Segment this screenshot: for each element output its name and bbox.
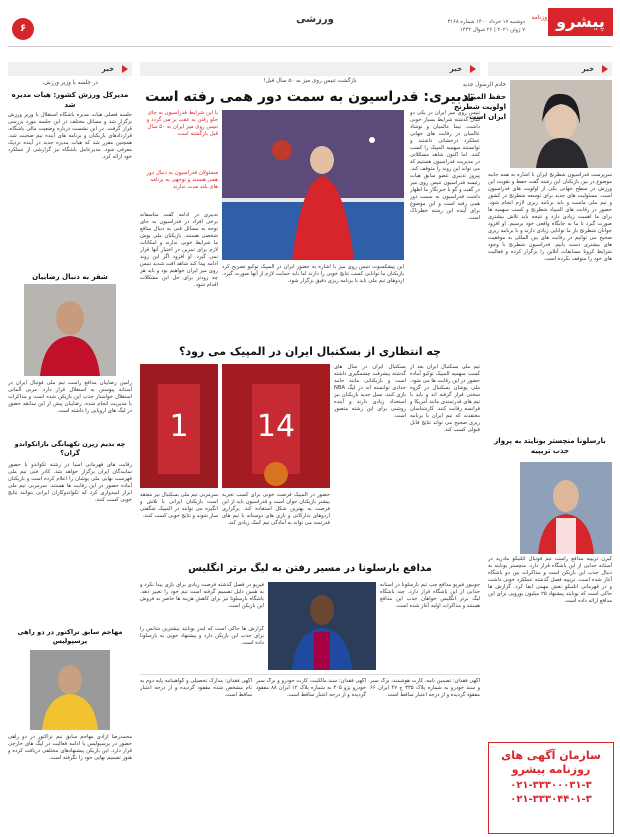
ad-title: سازمان آگهی های روزنامه پیشرو [501, 749, 601, 776]
basketball-jersey-illustration [222, 364, 330, 488]
firpo-photo [268, 582, 376, 670]
basketball-body-3: حضور در المپیک فرصت خوبی برای کسب تجربه بیشتر بازیکنان جوان است و فدراسیون باید از این فرصت به بهترین شکل استفاده کند. برگزاری اردوهای تدارکاتی و بازی های دوستانه با تیم های قدرتمند می تواند به آمادگی تیم کمک زیادی کند. [222, 492, 330, 526]
tab-arrow-icon [602, 65, 608, 73]
header-divider [8, 46, 612, 47]
ad-phone-1: ۰۲۱-۳۳۳۰۰۰۳۱-۳ [510, 780, 592, 791]
chess-official-photo [510, 80, 612, 168]
left-photo-caption: شفر به دنبال رضاییان [32, 273, 108, 281]
center-kicker: بازگشت تنیس روی میز به ۵۰ سال قبل! [263, 78, 357, 84]
page-number: ۶ [12, 18, 34, 40]
player-illustration [520, 462, 612, 554]
center-pullquote-2: مسئولان فدراسیون به دنبال دور همی هستند و توجهی به برنامه های بلند مدت ندارند [146, 170, 218, 190]
player-illustration [24, 284, 116, 376]
center-pullquote-1: با این شرایط فدراسیون به جای جلو رفتن به عقب بر می گردد و تنیس روی میز ایران به ۵۰ سال قبل بازگشته است [146, 110, 218, 137]
right-column-tab [488, 62, 612, 76]
notice-1: آگهی فقدان: تضمین نامه، کارت هوشمند، برگ سبز و سند خودرو به شماره پلاک ۳۳۵ ج ۴۷ ایران ۶۶ مفقود گردیده و از درجه اعتبار ساقط است. [370, 678, 480, 698]
tab-label: خبر [101, 65, 114, 73]
left-headline-2: چه بدیم زیرن تکهیانگی بازاتکواندو گران؟ [14, 440, 126, 457]
tab-label: خبر [449, 65, 462, 73]
basketball-photo-1 [222, 364, 330, 488]
basketball-body-2: بسکتبال ایران در سال های گذشته پیشرفت چشمگیری داشته است و بازیکنانی مانند حامد حدادی توانسته اند در لیگ NBA بازی کنند. نسل جدید بازیکنان نیز استعداد زیادی دارند و آینده روشنی برای این رشته متصور است. [334, 364, 406, 419]
player-illustration [268, 582, 376, 670]
basketball-headline: چه انتظاری از بسکتبال ایران در المپیک می رود؟ [179, 345, 441, 358]
notices-divider [140, 674, 480, 675]
center-headline: تدبیری: فدراسیون به سمت دور همی رفته است [145, 89, 475, 105]
center-body-1: تنیس روی میز ایران در یکی دو سال گذشته شرایط بسیار خوبی داشت. نیما عالمیان و نوشاد عالمیان در رقابت های جهانی عملکرد درخشانی داشتند و توانستند سهمیه المپیک را کسب کنند. اما اکنون شاهد مشکلاتی در مدیریت فدراسیون هستیم که می تواند این روند را متوقف کند. پیروز تدبیری عضو سابق هیات رئیسه فدراسیون تنیس روی میز در گفت و گو با خبرنگار ما اظهار داشت فدراسیون به سمت دور همی رفته است و این موضوع برای آینده این رشته خطرناک است. [410, 110, 480, 221]
barcelona-body-3: گزارش ها حاکی است که لیدز یونایتد بیشترین شانس را برای جذب این بازیکن دارد و پیشنهاد خوبی به بارسلونا داده است. [140, 626, 264, 646]
portrait-illustration [510, 80, 612, 168]
left-headline-3: مهاجم سابق تراکتور در دو راهی پرسپولیس [17, 628, 123, 645]
basketball-photo-2 [140, 364, 218, 488]
barcelona-body-2: فیرپو در فصل گذشته فرصت زیادی برای بازی پیدا نکرد و به همین دلیل تصمیم گرفته است تیم خود را تغییر دهد. باشگاه بارسلونا نیز برای کاهش هزینه ها حاضر به فروش این بازیکن است. [140, 582, 264, 609]
center-body-2: تدبیری در ادامه گفت متاسفانه برخی افراد در فدراسیون به جای توجه به مسائل فنی به دنبال منافع شخصی هستند. بازیکنان ملی پوش ما شرایط خوبی ندارند و امکانات لازم برای تمرین در اختیار آنها قرار نمی گیرد. او افزود اگر این روند ادامه پیدا کند شاهد افت شدید تنیس روی میز ایران خواهیم بود و باید هر چه زودتر برای حل این مشکلات اقدام شود. [140, 212, 218, 288]
ad-phone-2: ۰۲۱-۳۳۳۰۴۴۰۱-۳ [510, 794, 592, 805]
dateline-gregorian: ۷ ژوئن ۲۰۲۱ | ۲۶ شوال ۱۴۴۲ [460, 27, 525, 33]
left-column-tab [8, 62, 132, 76]
right-headline: حفظ المپیاد اولویت شطرنج ایران است [454, 93, 506, 121]
tab-arrow-icon [470, 65, 476, 73]
left-kicker: در جلسه با وزیر ورزش: [42, 80, 98, 86]
left-headline: مدیرکل ورزش کشور: هیات مدیره شد [11, 91, 129, 109]
left-body-2: رامین رضاییان مدافع راست تیم ملی فوتبال ایران در آستانه پیوستن به استقلال قرار دارد. مربی آلمانی استقلال خواستار جذب این بازیکن شده است و مذاکرات با مدیریت انجام شده. رضاییان پیش از این سابقه حضور در لیگ های اروپایی را داشته است. [8, 380, 132, 414]
right-body-2: کیرن تریپیه مدافع راست تیم فوتبال اتلتیکو مادرید در آستانه جدایی از این باشگاه قرار دارد. منچستر یونایتد به دنبال جذب این بازیکن است و مذاکرات بین دو باشگاه آغاز شده است. تریپیه فصل گذشته عملکرد خوبی داشت و در قهرمانی اتلتیکو نقش مهمی ایفا کرد. گزارش ها حاکی است که یونایتد پیشنهاد ۲۵ میلیون یورویی برای این مدافع ارائه داده است. [488, 556, 612, 604]
right-body: سرپرست فدراسیون شطرنج ایران با اشاره به همه جانبه موضوع در بین بازیکنان این رشته گفت حفظ و تقویت این ورزش در سطح جهانی یکی از اولویت های فدراسیون است. مسئولیت های جدید برای توسعه شطرنج در کشور و تیم ملی ماست و باید برنامه ریزی لازم انجام شود. حضور در رقابت های المپیاد شطرنج و کسب سهمیه ها برای ما اهمیت زیادی دارد و نتیجه باید تلاش بیشتری صورت گیرد تا ما به جایگاه واقعی خود برسیم. او افزود جوانان شطرنج باز ما توانایی زیادی دارند و با برنامه ریزی صحیح می توانیم در رقابت های بین المللی به موفقیت های بیشتری دست یابیم. فدراسیون شطرنج با وجود شرایط کرونا مسابقات آنلاین را برگزار کرده و فعالیت های خود را متوقف نکرده است. [488, 172, 612, 262]
basketball-body-4: سرمربی تیم ملی بسکتبال نیز معتقد است بازیکنان ایرانی با تلاش و انگیزه می توانند در المپیک شگفتی ساز شوند و نتایج خوبی کسب کنند. [140, 492, 218, 519]
notice-3: آگهی فقدان: مدارک تحصیلی و گواهینامه پایه دوم به نام مشخص شده مفقود گردیده و از درجه اعتبار ساقط است. [140, 678, 252, 698]
ad-box [488, 742, 614, 834]
tab-label: خبر [581, 65, 594, 73]
barcelona-body-1: جونیور فیرپو مدافع چپ تیم بارسلونا در آستانه جدایی از این باشگاه قرار دارد. چند باشگاه لیگ برتر انگلیس خواهان جذب این مدافع هستند و مذاکرات اولیه آغاز شده است. [380, 582, 480, 609]
right-kicker: خادم الرسول جدید [462, 82, 506, 88]
dateline [405, 18, 525, 34]
jersey-number: 1 [169, 409, 189, 444]
dateline-persian: دوشنبه ۱۷ خرداد ۱۴۰۰ شماره ۳۱۶۸ [447, 19, 525, 25]
left-body-3: رقابت های قهرمانی آسیا در رشته تکواندو با حضور نمایندگان ایران برگزار خواهد شد. کادر فنی تیم ملی فهرست نهایی ملی پوشان را اعلام کرده است و بازیکنان آماده حضور در این رقابت ها هستند. سرمربی تیم ملی ابراز امیدواری کرد که تکواندوکاران ایرانی بتوانند نتایج خوبی کسب کنند. [8, 462, 132, 503]
table-tennis-photo [222, 110, 404, 260]
right-headline-2: بارسلونا منچستر یونایتد به پرواز جذب تریپیه [494, 437, 606, 455]
azadi-photo [30, 650, 110, 730]
tab-arrow-icon [122, 65, 128, 73]
section-title: ورزشی [296, 14, 334, 25]
masthead-logo: پیشرو [548, 8, 613, 36]
center-body-3: این پیشکسوت تنیس روی میز با اشاره به حضور ایران در المپیک توکیو تصریح کرد بازیکنان ما توانایی کسب نتایج خوبی را دارند اما باید حمایت لازم از آنها صورت گیرد. اردوهای تیم ملی باید با برنامه ریزی دقیق برگزار شود. [222, 264, 404, 284]
barcelona-headline: مدافع بارسلونا در مسیر رفتن به لیگ برتر انگلیس [188, 563, 432, 574]
jersey-number: 14 [256, 409, 296, 444]
player-illustration [30, 650, 110, 730]
left-body-4: محمدرضا آزادی مهاجم سابق تیم تراکتور در دو راهی حضور در پرسپولیس یا ادامه فعالیت در لیگ های خارجی قرار دارد. این بازیکن پیشنهادهای مختلفی دریافت کرده و هنوز تصمیم نهایی خود را نگرفته است. [8, 734, 132, 761]
left-body: جلسه فصلی هیات مدیره باشگاه استقلال با وزیر ورزش برگزار شد و مسائل مختلف در این جلسه مورد بررسی قرار گرفت. در این نشست درباره وضعیت مالی باشگاه، قراردادهای بازیکنان و برنامه های آینده تیم صحبت شد. همچنین مقرر شد که هیات مدیره جدید در آینده نزدیک معرفی شود. مدیرعامل باشگاه نیز گزارشی از عملکرد خود ارائه کرد. [8, 112, 132, 160]
masthead-subtitle: روزنامه [531, 14, 550, 21]
basketball-jersey-illustration [140, 364, 218, 488]
basketball-body-1: تیم ملی بسکتبال ایران بعد از کسب سهمیه المپیک توکیو آماده حضور در این رقابت ها می شود. ملی پوشان بسکتبال در گروه سختی قرار گرفته اند و باید با تیم های قدرتمندی مانند آمریکا و فرانسه رقابت کنند. کارشناسان معتقدند که تیم ایران با برنامه ریزی صحیح می تواند نتایج قابل قبولی کسب کند. [410, 364, 480, 433]
table-tennis-illustration [222, 110, 404, 260]
center-column-tab [140, 62, 480, 76]
notice-2: آگهی فقدان: سند مالکیت، کارت خودرو و برگ سبز خودرو پژو ۴۰۵ به شماره پلاک ۱۲ ایران ۸۸ مفقود گردیده و از درجه اعتبار ساقط است. [256, 678, 366, 698]
rezaeian-photo [24, 284, 116, 376]
trippier-photo [520, 462, 612, 554]
